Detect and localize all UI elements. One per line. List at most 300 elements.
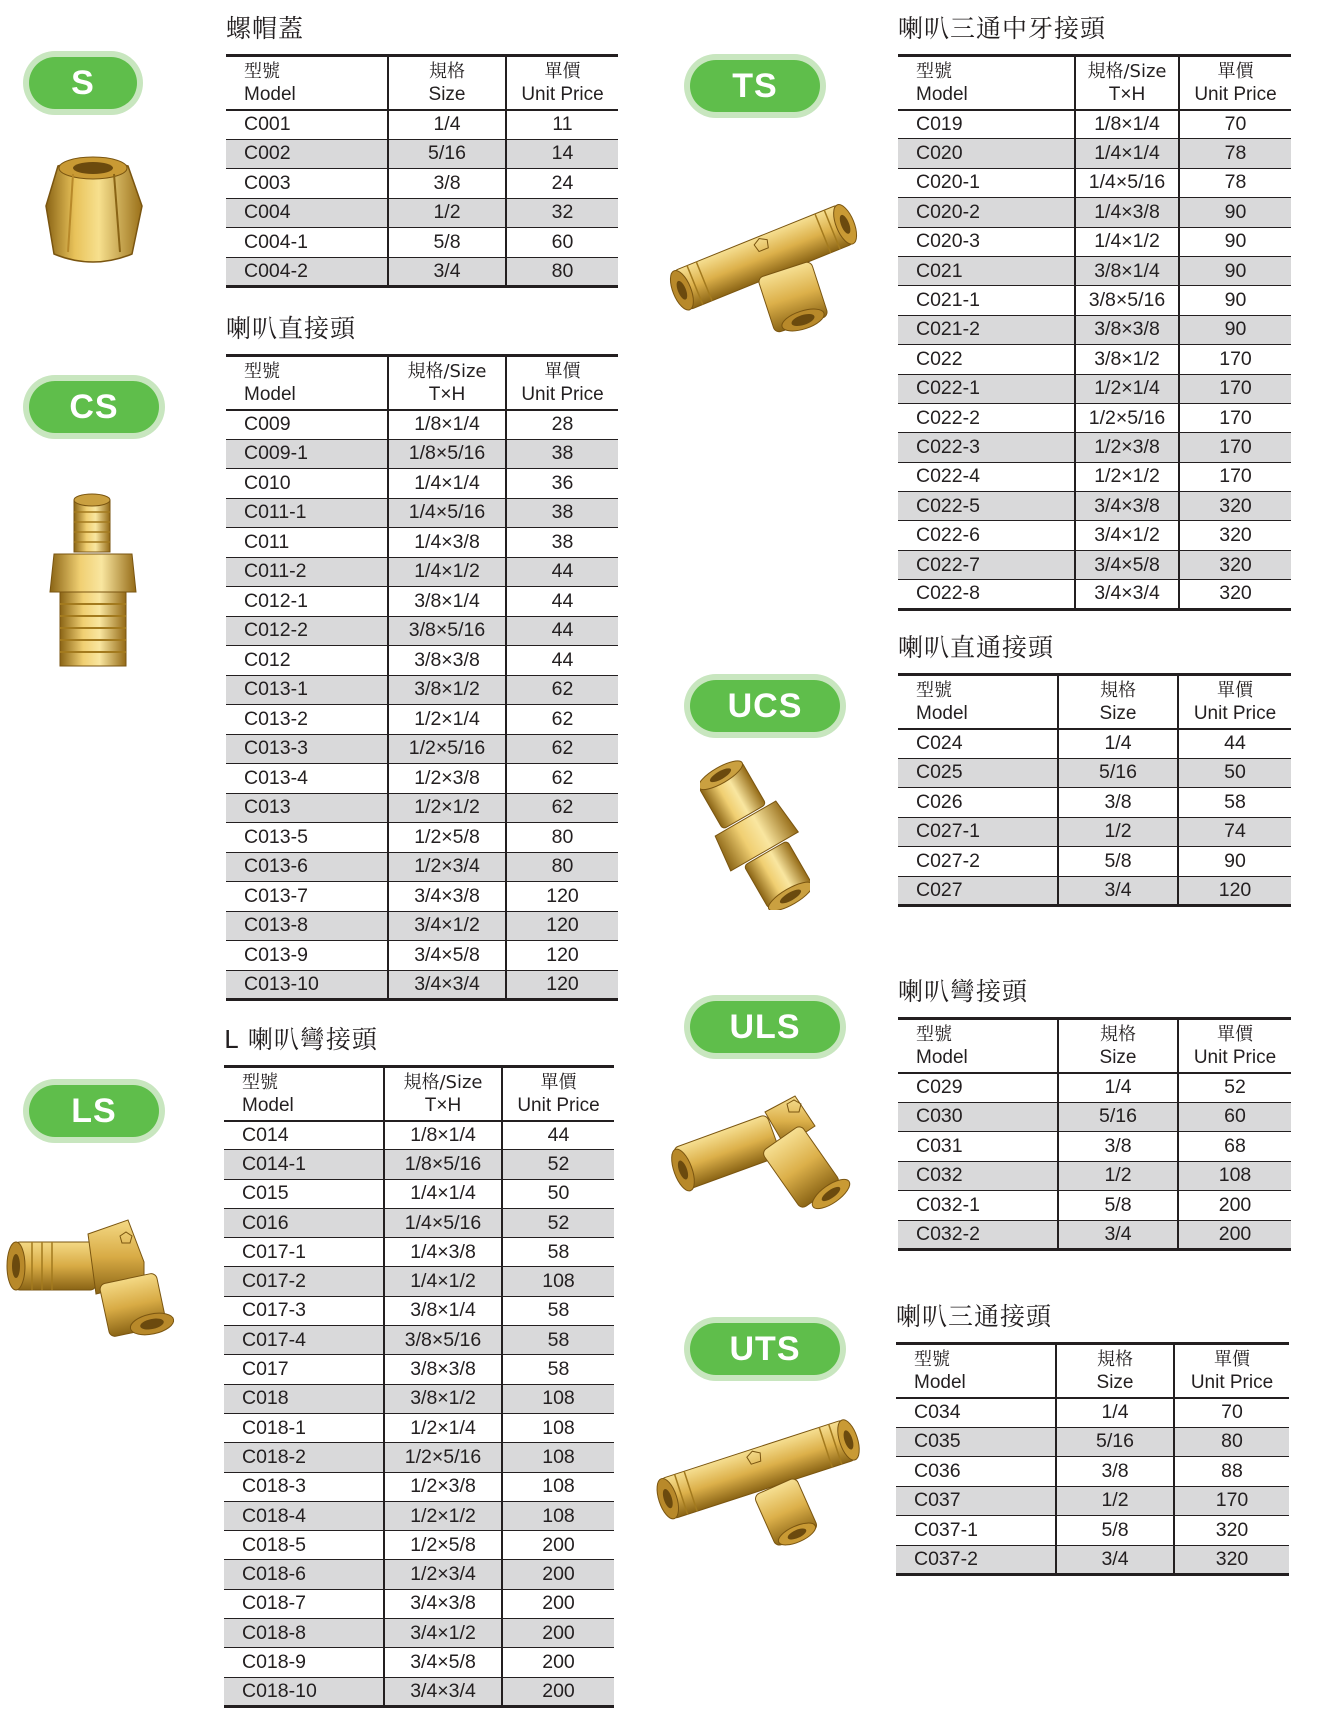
price-cell: 70: [1174, 1398, 1289, 1428]
model-cell: C018-2: [224, 1443, 384, 1472]
table-row: [898, 876, 1291, 906]
model-header-zh: 型號: [244, 60, 280, 82]
badge-ts: TS: [690, 60, 820, 112]
price-cell: 90: [1179, 286, 1291, 315]
table-row: [896, 1427, 1289, 1457]
size-cell: 5/16: [1056, 1427, 1174, 1457]
price-cell: 320: [1179, 492, 1291, 521]
size-cell: 3/4×1/2: [384, 1619, 502, 1648]
section-title: 螺帽蓋: [226, 14, 305, 43]
price-cell: 90: [1178, 847, 1291, 877]
model-cell: C017: [224, 1355, 384, 1384]
table-row: [226, 852, 618, 882]
section-ts: [898, 12, 1291, 611]
price-header: [1178, 1019, 1291, 1073]
price-cell: 120: [1178, 876, 1291, 906]
model-cell: C021-1: [898, 286, 1075, 315]
table-row: [224, 1648, 614, 1677]
size-cell: 5/16: [388, 139, 506, 169]
size-cell: 1/2×3/8: [384, 1472, 502, 1501]
size-header: [1056, 1344, 1174, 1398]
model-cell: C013-6: [226, 852, 388, 882]
table-row: [226, 587, 618, 617]
table-row: [898, 403, 1291, 432]
price-header-en: Unit Price: [521, 383, 604, 405]
price-header-en: Unit Price: [1193, 702, 1277, 724]
table-row: [898, 110, 1291, 139]
spec-table: [226, 354, 618, 1001]
table-row: [226, 970, 618, 1000]
table-row: [226, 228, 618, 258]
price-cell: 90: [1179, 315, 1291, 344]
size-header: [388, 56, 506, 110]
size-header-en: T×H: [424, 1094, 462, 1116]
price-cell: 38: [506, 439, 618, 469]
size-header-zh: 規格/Size: [403, 1071, 483, 1093]
size-cell: 1/2×1/2: [388, 793, 506, 823]
model-cell: C034: [896, 1398, 1056, 1428]
price-cell: 36: [506, 469, 618, 499]
price-cell: 108: [1178, 1161, 1291, 1191]
price-header: [506, 356, 618, 410]
price-header-zh: 單價: [1217, 60, 1254, 82]
price-cell: 62: [506, 675, 618, 705]
model-cell: C022-2: [898, 403, 1075, 432]
model-cell: C001: [226, 110, 388, 140]
size-cell: 1/2: [1058, 817, 1178, 847]
size-cell: 3/8×1/2: [384, 1384, 502, 1413]
price-cell: 44: [506, 646, 618, 676]
table-row: [898, 315, 1291, 344]
table-row: [224, 1208, 614, 1237]
table-row: [898, 168, 1291, 197]
price-cell: 320: [1174, 1516, 1289, 1546]
model-cell: C015: [224, 1179, 384, 1208]
table-row: [896, 1457, 1289, 1487]
table-row: [898, 139, 1291, 168]
section-title: 喇叭三通接頭: [896, 1302, 1053, 1331]
table-row: [226, 169, 618, 199]
price-cell: 52: [502, 1150, 614, 1179]
title-gap: [898, 1009, 1291, 1017]
spec-table: [896, 1342, 1289, 1576]
size-header-en: T×H: [1108, 83, 1146, 105]
model-cell: C013-7: [226, 882, 388, 912]
size-cell: 3/8×1/2: [1075, 345, 1179, 374]
price-cell: 108: [502, 1413, 614, 1442]
price-cell: 90: [1179, 198, 1291, 227]
table-row: [898, 580, 1291, 609]
table-row: [226, 439, 618, 469]
price-cell: 11: [506, 110, 618, 140]
price-cell: 108: [502, 1443, 614, 1472]
model-cell: C027-1: [898, 817, 1058, 847]
spec-table: [898, 673, 1291, 907]
title-gap: [898, 665, 1291, 673]
size-cell: 1/4×1/2: [384, 1267, 502, 1296]
model-header-zh: 型號: [916, 1023, 952, 1045]
size-cell: 3/4×3/8: [384, 1589, 502, 1618]
model-cell: C010: [226, 469, 388, 499]
price-cell: 200: [502, 1560, 614, 1589]
flare-tee-photo: [655, 1400, 865, 1550]
table-row: [224, 1238, 614, 1267]
price-header-en: Unit Price: [521, 83, 604, 105]
table-row: [898, 256, 1291, 285]
model-cell: C018-9: [224, 1648, 384, 1677]
model-cell: C022-6: [898, 521, 1075, 550]
model-cell: C002: [226, 139, 388, 169]
model-cell: C021: [898, 256, 1075, 285]
price-cell: 78: [1179, 168, 1291, 197]
table-row: [226, 675, 618, 705]
price-cell: 44: [1178, 729, 1291, 759]
model-cell: C022-8: [916, 582, 980, 605]
model-cell: C011-2: [226, 557, 388, 587]
size-cell: 3/4×3/4: [1075, 580, 1179, 609]
price-cell: 108: [502, 1384, 614, 1413]
price-header: [1174, 1344, 1289, 1398]
model-cell: C014: [224, 1121, 384, 1150]
model-cell: C018-3: [224, 1472, 384, 1501]
model-header-zh: 型號: [916, 60, 952, 82]
model-cell: C004-1: [226, 228, 388, 258]
model-cell: C022-4: [898, 462, 1075, 491]
model-header-en: Model: [914, 1371, 966, 1393]
model-header: [224, 1067, 384, 1121]
table-row: [898, 433, 1291, 462]
price-header-zh: 單價: [540, 1071, 577, 1093]
model-cell: C018-7: [224, 1589, 384, 1618]
model-cell: C004: [226, 198, 388, 228]
header-row: [896, 1344, 1289, 1398]
model-cell: C031: [898, 1132, 1058, 1162]
size-cell: 3/8×3/8: [388, 646, 506, 676]
model-cell: C020-1: [898, 168, 1075, 197]
size-header: [388, 356, 506, 410]
table-row: [898, 227, 1291, 256]
model-cell: C013-3: [226, 734, 388, 764]
model-cell: C019: [898, 110, 1075, 139]
price-cell: 80: [1174, 1427, 1289, 1457]
table-row: [224, 1531, 614, 1560]
model-cell: C021-2: [898, 315, 1075, 344]
table-row: [224, 1619, 614, 1648]
table-row: [226, 257, 618, 287]
price-header: [502, 1067, 614, 1121]
model-cell: C027-2: [898, 847, 1058, 877]
header-row: [224, 1067, 614, 1121]
model-cell: C003: [226, 169, 388, 199]
table-row: [226, 110, 618, 140]
model-header: [226, 356, 388, 410]
model-cell: C013-5: [226, 823, 388, 853]
size-cell: 3/4×3/8: [1075, 492, 1179, 521]
price-cell: 200: [502, 1619, 614, 1648]
table-row: [226, 705, 618, 735]
table-row: [224, 1413, 614, 1442]
table-row: [896, 1545, 1289, 1575]
table-row: [896, 1486, 1289, 1516]
size-cell: 3/4×3/4: [384, 1677, 502, 1706]
section-title: L 喇叭彎接頭: [224, 1025, 378, 1054]
size-cell: 1/4×1/4: [388, 469, 506, 499]
table-row: [226, 764, 618, 794]
price-cell: 200: [502, 1648, 614, 1677]
size-header-en: T×H: [428, 383, 466, 405]
table-row: [224, 1355, 614, 1384]
table-row: [898, 817, 1291, 847]
section-cs: [226, 312, 618, 1001]
price-cell: 44: [506, 616, 618, 646]
table-row: [898, 1073, 1291, 1103]
table-row: [898, 758, 1291, 788]
model-cell: C013: [226, 793, 388, 823]
header-row: [226, 356, 618, 410]
size-cell: 5/8: [1056, 1516, 1174, 1546]
size-header-zh: 規格/Size: [407, 360, 487, 382]
price-cell: 44: [502, 1121, 614, 1150]
size-cell: 1/2×1/4: [388, 705, 506, 735]
table-row: [226, 646, 618, 676]
size-header: [1075, 56, 1179, 110]
size-cell: 3/8×5/16: [388, 616, 506, 646]
table-row: [224, 1589, 614, 1618]
model-cell: C036: [896, 1457, 1056, 1487]
table-row: [224, 1501, 614, 1530]
size-cell: 3/4×5/8: [384, 1648, 502, 1677]
price-cell: 78: [1179, 139, 1291, 168]
price-header-en: Unit Price: [517, 1094, 600, 1116]
model-cell: C037-1: [896, 1516, 1056, 1546]
price-cell: 14: [506, 139, 618, 169]
size-cell: 1/2×1/2: [384, 1501, 502, 1530]
model-cell: C026: [898, 788, 1058, 818]
size-cell: 1/4×1/2: [1075, 227, 1179, 256]
section-title: 喇叭三通中牙接頭: [898, 14, 1107, 43]
model-header: [226, 56, 388, 110]
table-row: [224, 1326, 614, 1355]
table-row: [898, 374, 1291, 403]
section-ls: [224, 1023, 614, 1708]
size-cell: 3/4×3/4: [388, 970, 506, 1000]
model-cell: C035: [896, 1427, 1056, 1457]
badge-uls: ULS: [690, 1001, 840, 1053]
price-cell: 52: [502, 1208, 614, 1237]
section-title: 喇叭直通接頭: [898, 633, 1055, 662]
table-row: [224, 1296, 614, 1325]
spec-table: [898, 1017, 1291, 1251]
size-cell: 1/2: [1056, 1486, 1174, 1516]
price-cell: 38: [506, 528, 618, 558]
model-cell: C009: [226, 410, 388, 440]
size-cell: 5/8: [1058, 1191, 1178, 1221]
table-row: [898, 729, 1291, 759]
table-row: [898, 1191, 1291, 1221]
table-row: [224, 1179, 614, 1208]
spec-table: [898, 54, 1291, 611]
model-header-zh: 型號: [916, 679, 952, 701]
table-row: [226, 882, 618, 912]
size-header-zh: 規格: [429, 60, 465, 82]
table-row: [226, 941, 618, 971]
model-header-zh: 型號: [244, 360, 280, 382]
model-header: [898, 56, 1075, 110]
section-ucs: [898, 631, 1291, 907]
price-cell: 62: [506, 793, 618, 823]
model-cell: C022-3: [898, 433, 1075, 462]
size-cell: 3/8×1/4: [1075, 256, 1179, 285]
size-cell: 1/2×5/16: [1075, 403, 1179, 432]
size-cell: 3/8: [1056, 1457, 1174, 1487]
size-cell: 3/8: [388, 169, 506, 199]
price-cell: 108: [502, 1267, 614, 1296]
half-union-photo: [38, 492, 148, 672]
size-header-en: Size: [1099, 702, 1137, 724]
table-row: [226, 410, 618, 440]
table-row: [898, 1132, 1291, 1162]
price-cell: 68: [1178, 1132, 1291, 1162]
size-cell: 1/2×3/4: [388, 852, 506, 882]
price-cell: 50: [502, 1179, 614, 1208]
size-cell: 3/4×5/8: [1075, 550, 1179, 579]
badge-ucs: UCS: [690, 680, 840, 732]
spec-table: [224, 1065, 614, 1708]
size-cell: 1/2×5/8: [384, 1531, 502, 1560]
size-cell: 1/2×5/8: [388, 823, 506, 853]
size-cell: 1/4×5/16: [1075, 168, 1179, 197]
price-cell: 74: [1178, 817, 1291, 847]
model-cell: C013-2: [226, 705, 388, 735]
table-row: [224, 1443, 614, 1472]
price-cell: 44: [506, 587, 618, 617]
table-row: [898, 198, 1291, 227]
table-row: [224, 1121, 614, 1150]
price-cell: 170: [1179, 433, 1291, 462]
model-cell: C020-3: [898, 227, 1075, 256]
section-uts: [896, 1300, 1289, 1576]
size-cell: 1/4×3/8: [1075, 198, 1179, 227]
model-cell: C018-4: [224, 1501, 384, 1530]
size-cell: 1/4: [1058, 1073, 1178, 1103]
price-header-zh: 單價: [544, 360, 581, 382]
table-row: [226, 793, 618, 823]
price-cell: 38: [506, 498, 618, 528]
price-cell: 62: [506, 705, 618, 735]
size-cell: 1/2: [388, 198, 506, 228]
title-gap: [226, 346, 618, 354]
model-cell: C013-4: [226, 764, 388, 794]
size-cell: 1/2×1/2: [1075, 462, 1179, 491]
price-cell: 320: [1174, 1545, 1289, 1575]
badge-uts: UTS: [690, 1323, 840, 1375]
model-cell: C013-9: [226, 941, 388, 971]
price-cell: 52: [1178, 1073, 1291, 1103]
table-row: [898, 1102, 1291, 1132]
model-header-en: Model: [244, 83, 296, 105]
size-header: [1058, 675, 1178, 729]
size-header-en: Size: [1096, 1371, 1134, 1393]
size-cell: 3/4: [388, 257, 506, 287]
price-cell: 90: [1179, 256, 1291, 285]
model-cell: C029: [898, 1073, 1058, 1103]
model-cell: C017-1: [224, 1238, 384, 1267]
price-header-zh: 單價: [1217, 1023, 1253, 1045]
model-cell: C018-6: [224, 1560, 384, 1589]
section-title: 喇叭直接頭: [226, 314, 357, 343]
price-cell: 58: [1178, 788, 1291, 818]
section-title: 喇叭彎接頭: [898, 977, 1029, 1006]
size-cell: 1/4×1/2: [388, 557, 506, 587]
table-row: [896, 1398, 1289, 1428]
size-cell: 3/4×5/8: [388, 941, 506, 971]
model-cell: C013-8: [226, 911, 388, 941]
size-cell: 3/8: [1058, 1132, 1178, 1162]
price-cell: 108: [502, 1472, 614, 1501]
size-cell: 3/8×3/8: [384, 1355, 502, 1384]
size-cell: 1/4: [388, 110, 506, 140]
price-cell: 60: [1178, 1102, 1291, 1132]
price-header-en: Unit Price: [1194, 83, 1277, 105]
model-header-en: Model: [244, 383, 296, 405]
model-cell: C022-1: [898, 374, 1075, 403]
table-row: [898, 1161, 1291, 1191]
size-header-zh: 規格: [1097, 1348, 1133, 1370]
price-header-en: Unit Price: [1190, 1371, 1274, 1393]
title-gap: [224, 1057, 614, 1065]
table-row: [898, 521, 1291, 550]
size-cell: 3/8×1/4: [388, 587, 506, 617]
model-header-en: Model: [916, 702, 968, 724]
size-cell: 1/2×1/4: [384, 1413, 502, 1442]
model-cell: C013-10: [226, 970, 388, 1000]
size-cell: 1/2: [1058, 1161, 1178, 1191]
model-cell: C012: [226, 646, 388, 676]
size-cell: 1/8×1/4: [388, 410, 506, 440]
price-cell: 170: [1174, 1486, 1289, 1516]
title-gap: [896, 1334, 1289, 1342]
price-header: [506, 56, 618, 110]
model-cell: C018-5: [224, 1531, 384, 1560]
price-cell: 120: [506, 941, 618, 971]
price-cell: 320: [1179, 580, 1291, 609]
price-cell: 80: [506, 852, 618, 882]
price-cell: 28: [506, 410, 618, 440]
table-row: [226, 557, 618, 587]
model-cell: C020-2: [898, 198, 1075, 227]
size-cell: 1/4×3/8: [384, 1238, 502, 1267]
table-row: [226, 469, 618, 499]
model-cell: C018-10: [224, 1677, 384, 1706]
model-cell: C016: [224, 1208, 384, 1237]
size-cell: 3/4×1/2: [388, 911, 506, 941]
size-cell: 1/2×5/16: [388, 734, 506, 764]
table-row: [224, 1677, 614, 1706]
price-cell: 170: [1179, 403, 1291, 432]
size-cell: 1/4×1/4: [384, 1179, 502, 1208]
table-row: [224, 1472, 614, 1501]
model-header-zh: 型號: [242, 1071, 278, 1093]
size-cell: 1/4×5/16: [384, 1208, 502, 1237]
size-cell: 3/4×1/2: [1075, 521, 1179, 550]
size-cell: 3/8: [1058, 788, 1178, 818]
model-cell: C032: [898, 1161, 1058, 1191]
size-cell: 3/4: [1058, 876, 1178, 906]
model-cell: C017-3: [224, 1296, 384, 1325]
size-cell: 1/4×3/8: [388, 528, 506, 558]
tee-male-branch-photo: [665, 186, 865, 336]
table-row: [898, 1220, 1291, 1250]
